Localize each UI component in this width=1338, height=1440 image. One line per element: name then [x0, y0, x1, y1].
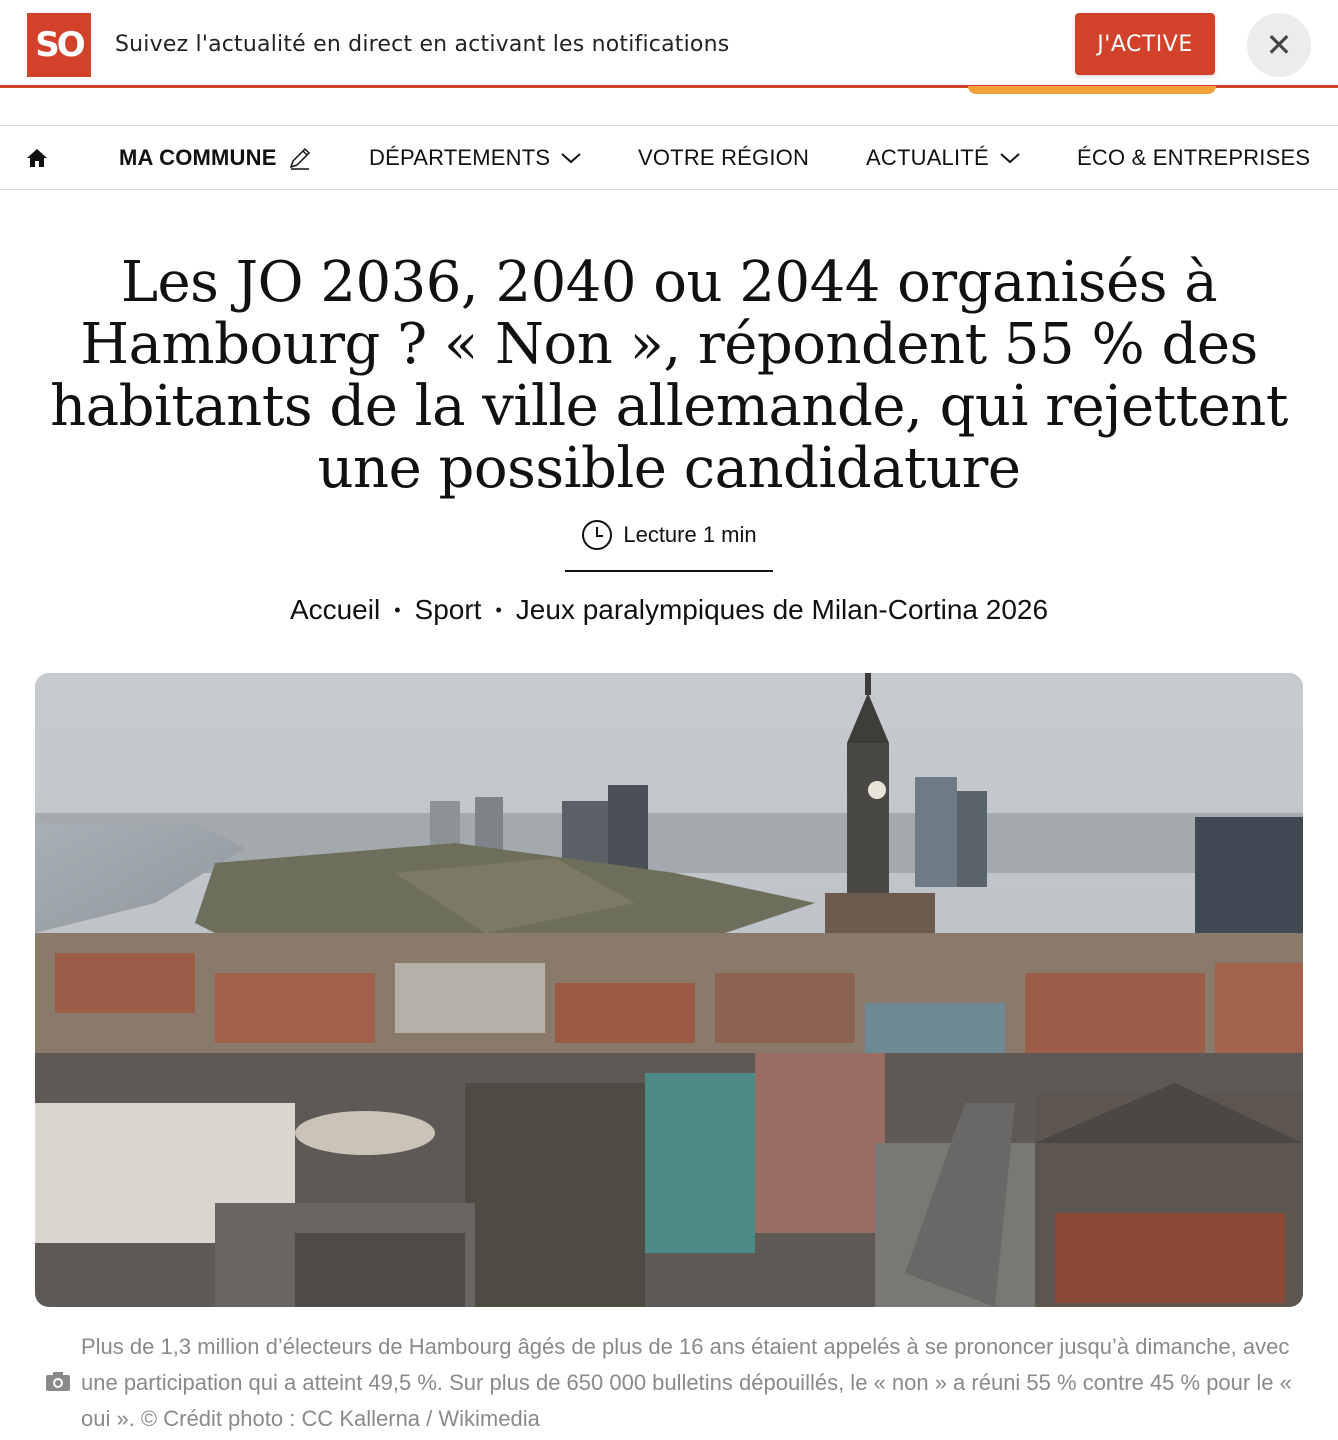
activate-notifications-button[interactable]: J'ACTIVE	[1075, 13, 1215, 75]
breadcrumb-item-sport[interactable]: Sport	[414, 594, 482, 625]
clock-icon	[581, 519, 613, 551]
notification-message: Suivez l'actualité en direct en activant les notifications	[115, 32, 730, 57]
nav-item-label: VOTRE RÉGION	[638, 144, 810, 170]
breadcrumb	[0, 594, 1338, 626]
nav-item-label: ÉCO & ENTREPRISES	[1077, 144, 1311, 170]
main-nav	[0, 125, 1338, 190]
article-title: Les JO 2036, 2040 ou 2044 organisés à Hambourg ? « Non », répondent 55 % des habitants de la ville allemande, qui rejettent une possible candidature	[50, 250, 1288, 501]
breadcrumb-separator: •	[394, 600, 401, 620]
nav-item-actualite[interactable]	[866, 126, 1021, 189]
site-logo[interactable]: SO	[27, 13, 91, 77]
notification-banner	[0, 0, 1338, 88]
nav-item-eco-entreprises[interactable]	[1077, 126, 1310, 189]
close-icon: ✕	[1265, 27, 1293, 63]
title-divider	[565, 570, 773, 572]
nav-item-label: ACTUALITÉ	[866, 144, 989, 170]
breadcrumb-item-event[interactable]: Jeux paralympiques de Milan-Cortina 2026	[515, 594, 1049, 625]
pencil-icon	[287, 145, 313, 171]
close-notification-button[interactable]	[1247, 13, 1311, 77]
nav-item-label: MA COMMUNE	[119, 144, 277, 170]
breadcrumb-item-accueil[interactable]: Accueil	[289, 594, 381, 625]
nav-item-label: DÉPARTEMENTS	[369, 144, 551, 170]
chevron-down-icon	[560, 151, 582, 165]
home-link[interactable]	[15, 126, 49, 189]
nav-item-departements[interactable]	[369, 126, 582, 189]
hidden-banner-edge	[968, 86, 1216, 94]
reading-time-label: Lecture 1 min	[623, 522, 757, 547]
nav-item-votre-region[interactable]	[638, 126, 809, 189]
home-icon	[25, 146, 49, 170]
nav-item-ma-commune[interactable]	[119, 126, 313, 189]
article-hero-image[interactable]	[35, 673, 1303, 1307]
image-caption: Plus de 1,3 million d’électeurs de Hambourg âgés de plus de 16 ans étaient appelés à se prononcer jusqu’à dimanche, avec une participation qui a atteint 49,5 %. Sur plus de 650 000 bulletins dépouillés, le « non » a réuni 55 % contre 45 % pour le « oui ». © Crédit photo : CC Kallerna / Wikimedia	[81, 1334, 1292, 1431]
chevron-down-icon	[999, 151, 1021, 165]
reading-time	[0, 517, 1338, 553]
breadcrumb-separator: •	[495, 600, 502, 620]
camera-icon	[45, 1370, 71, 1392]
